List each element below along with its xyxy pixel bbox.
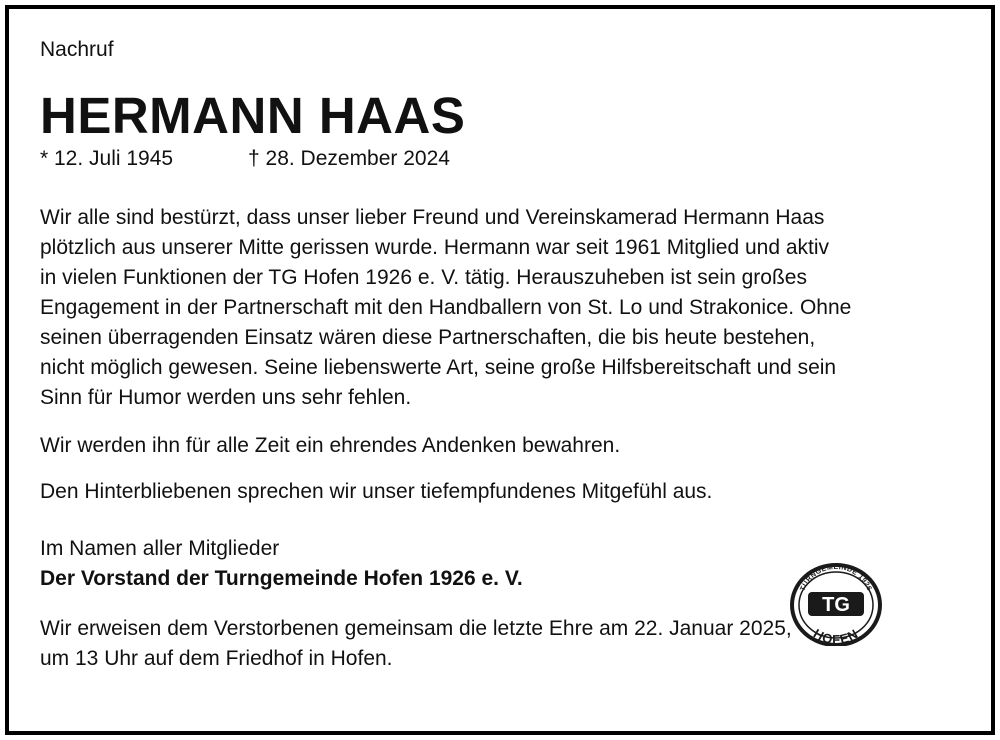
- notice-label: Nachruf: [40, 38, 114, 61]
- signature-intro: Im Namen aller Mitglieder: [40, 537, 280, 560]
- tribute-line: Engagement in der Partnerschaft mit den Handballern von St. Lo und Strakonice. Ohne: [40, 296, 852, 319]
- life-dates: [40, 145, 970, 173]
- tribute-line: nicht möglich gewesen. Seine liebenswerte Art, seine große Hilfsbereitschaft und sein: [40, 356, 837, 379]
- tribute-line: Wir alle sind bestürzt, dass unser lieber Freund und Vereinskamerad Hermann Haas: [40, 206, 825, 229]
- signature-organization: Der Vorstand der Turngemeinde Hofen 1926 e. V.: [40, 567, 523, 590]
- emblem-letters: TG: [822, 594, 850, 616]
- deceased-name: HERMANN HAAS: [40, 87, 466, 144]
- tribute-line: in vielen Funktionen der TG Hofen 1926 e. V. tätig. Herauszuheben ist sein großes: [40, 266, 807, 289]
- condolence-text: Den Hinterbliebenen sprechen wir unser tiefempfundenes Mitgefühl aus.: [40, 480, 713, 503]
- burial-line: um 13 Uhr auf dem Friedhof in Hofen.: [40, 647, 393, 670]
- death-date: † 28. Dezember 2024: [248, 147, 450, 170]
- birth-date: * 12. Juli 1945: [40, 147, 174, 170]
- tribute-line: Sinn für Humor werden uns sehr fehlen.: [40, 386, 412, 409]
- emblem-town: HOFEN: [810, 625, 862, 646]
- remembrance-text: Wir werden ihn für alle Zeit ein ehrendes Andenken bewahren.: [40, 434, 621, 457]
- obituary-frame: [5, 5, 995, 735]
- emblem-ring-text: TURNGEMEINDE 1926: [799, 563, 873, 593]
- tribute-paragraph: [40, 203, 970, 413]
- tribute-line: seinen überragenden Einsatz wären diese Partnerschaften, die bis heute bestehen,: [40, 326, 816, 349]
- tribute-line: plötzlich aus unserer Mitte gerissen wurde. Hermann war seit 1961 Mitglied und aktiv: [40, 236, 830, 259]
- burial-line: Wir erweisen dem Verstorbenen gemeinsam die letzte Ehre am 22. Januar 2025,: [40, 617, 792, 640]
- club-emblem-icon: [782, 560, 890, 646]
